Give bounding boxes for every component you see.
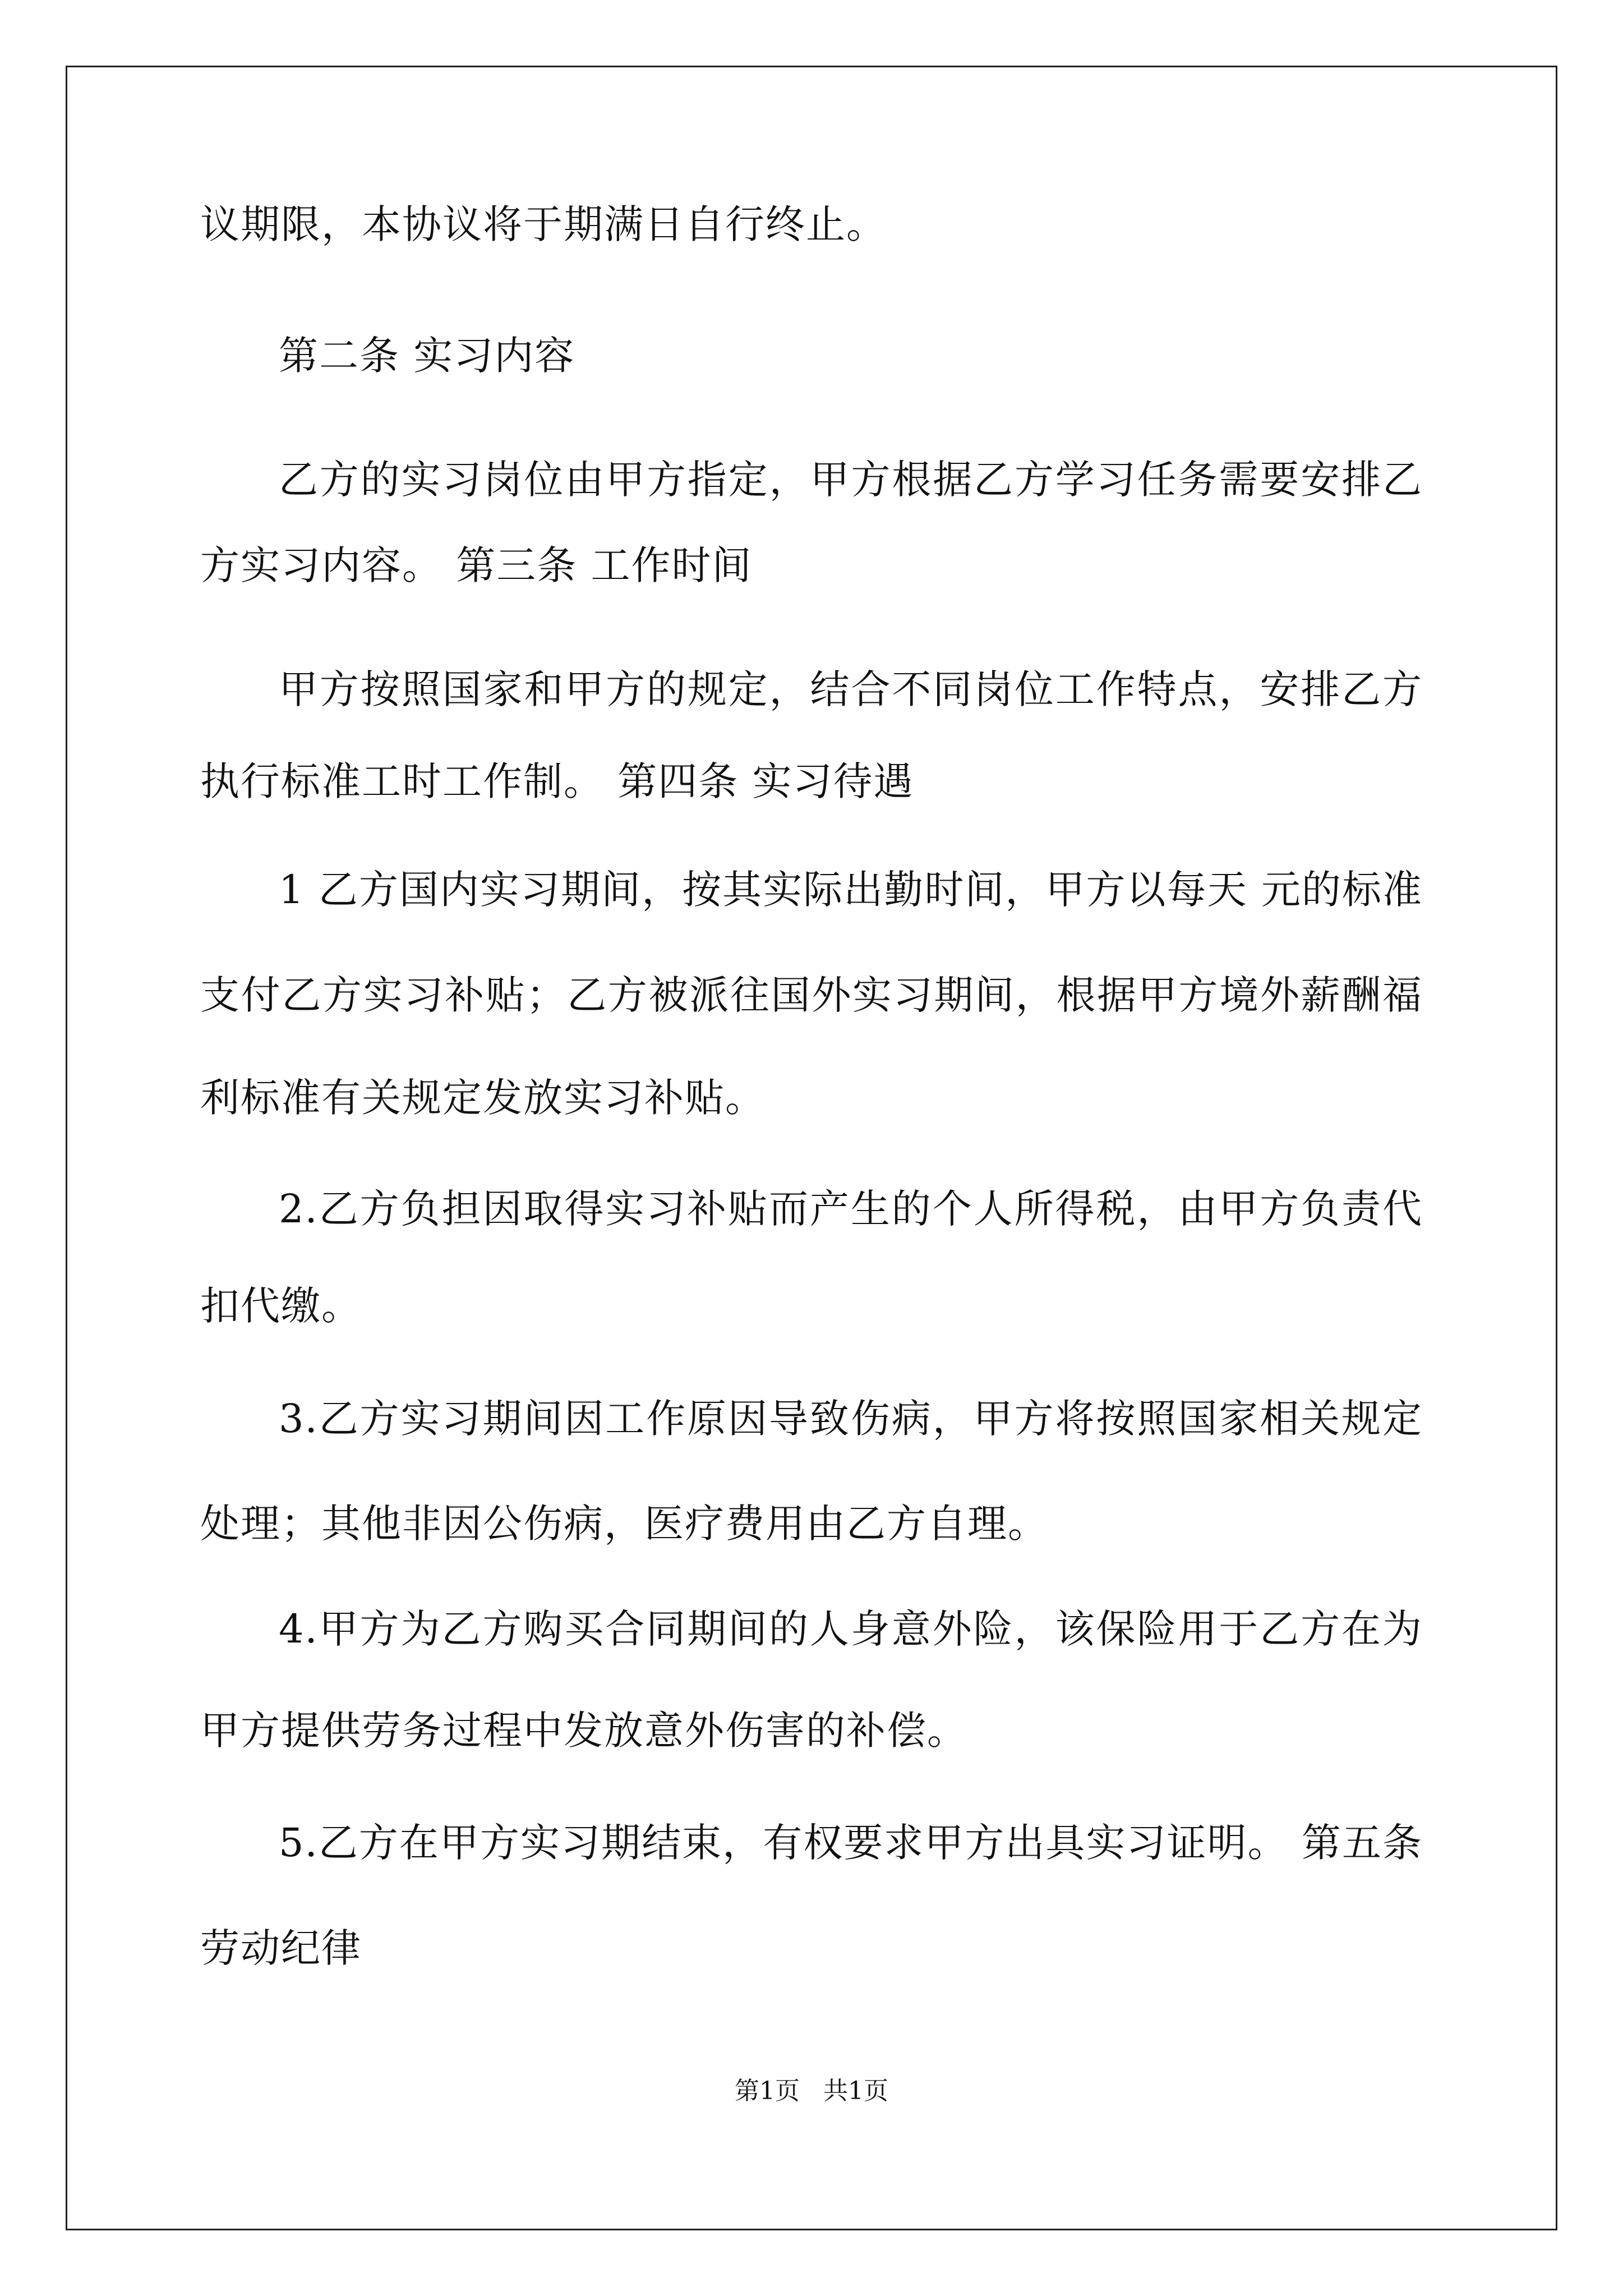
text-line: 甲方提供劳务过程中发放意外伤害的补偿。	[200, 1708, 967, 1754]
section-heading: 第二条 实习内容	[279, 333, 575, 379]
text-line: 议期限，本协议将于期满日自行终止。	[200, 201, 887, 247]
text-line: 执行标准工时工作制。 第四条 实习待遇	[200, 758, 914, 804]
text-line: 2.乙方负担因取得实习补贴而产生的个人所得税，由甲方负责代	[279, 1186, 1423, 1232]
text-line: 处理；其他非因公伤病，医疗费用由乙方自理。	[200, 1501, 1048, 1547]
text-line: 劳动纪律	[200, 1925, 362, 1971]
page-border	[66, 66, 1557, 2230]
text-line: 利标准有关规定发放实习补贴。	[200, 1075, 766, 1121]
text-line: 支付乙方实习补贴；乙方被派往国外实习期间，根据甲方境外薪酬福	[200, 972, 1423, 1018]
text-line: 4.甲方为乙方购买合同期间的人身意外险，该保险用于乙方在为	[279, 1606, 1423, 1652]
text-line: 甲方按照国家和甲方的规定，结合不同岗位工作特点，安排乙方	[279, 666, 1423, 712]
text-line: 扣代缴。	[200, 1283, 362, 1329]
text-line: 3.乙方实习期间因工作原因导致伤病，甲方将按照国家相关规定	[279, 1396, 1423, 1442]
text-line: 乙方的实习岗位由甲方指定，甲方根据乙方学习任务需要安排乙	[279, 457, 1423, 503]
text-line: 1 乙方国内实习期间，按其实际出勤时间，甲方以每天 元的标准	[279, 867, 1423, 913]
page-number-footer: 第1页 共1页	[735, 2077, 888, 2105]
text-line: 方实习内容。 第三条 工作时间	[200, 542, 753, 588]
text-line: 5.乙方在甲方实习期结束，有权要求甲方出具实习证明。 第五条	[279, 1820, 1423, 1866]
